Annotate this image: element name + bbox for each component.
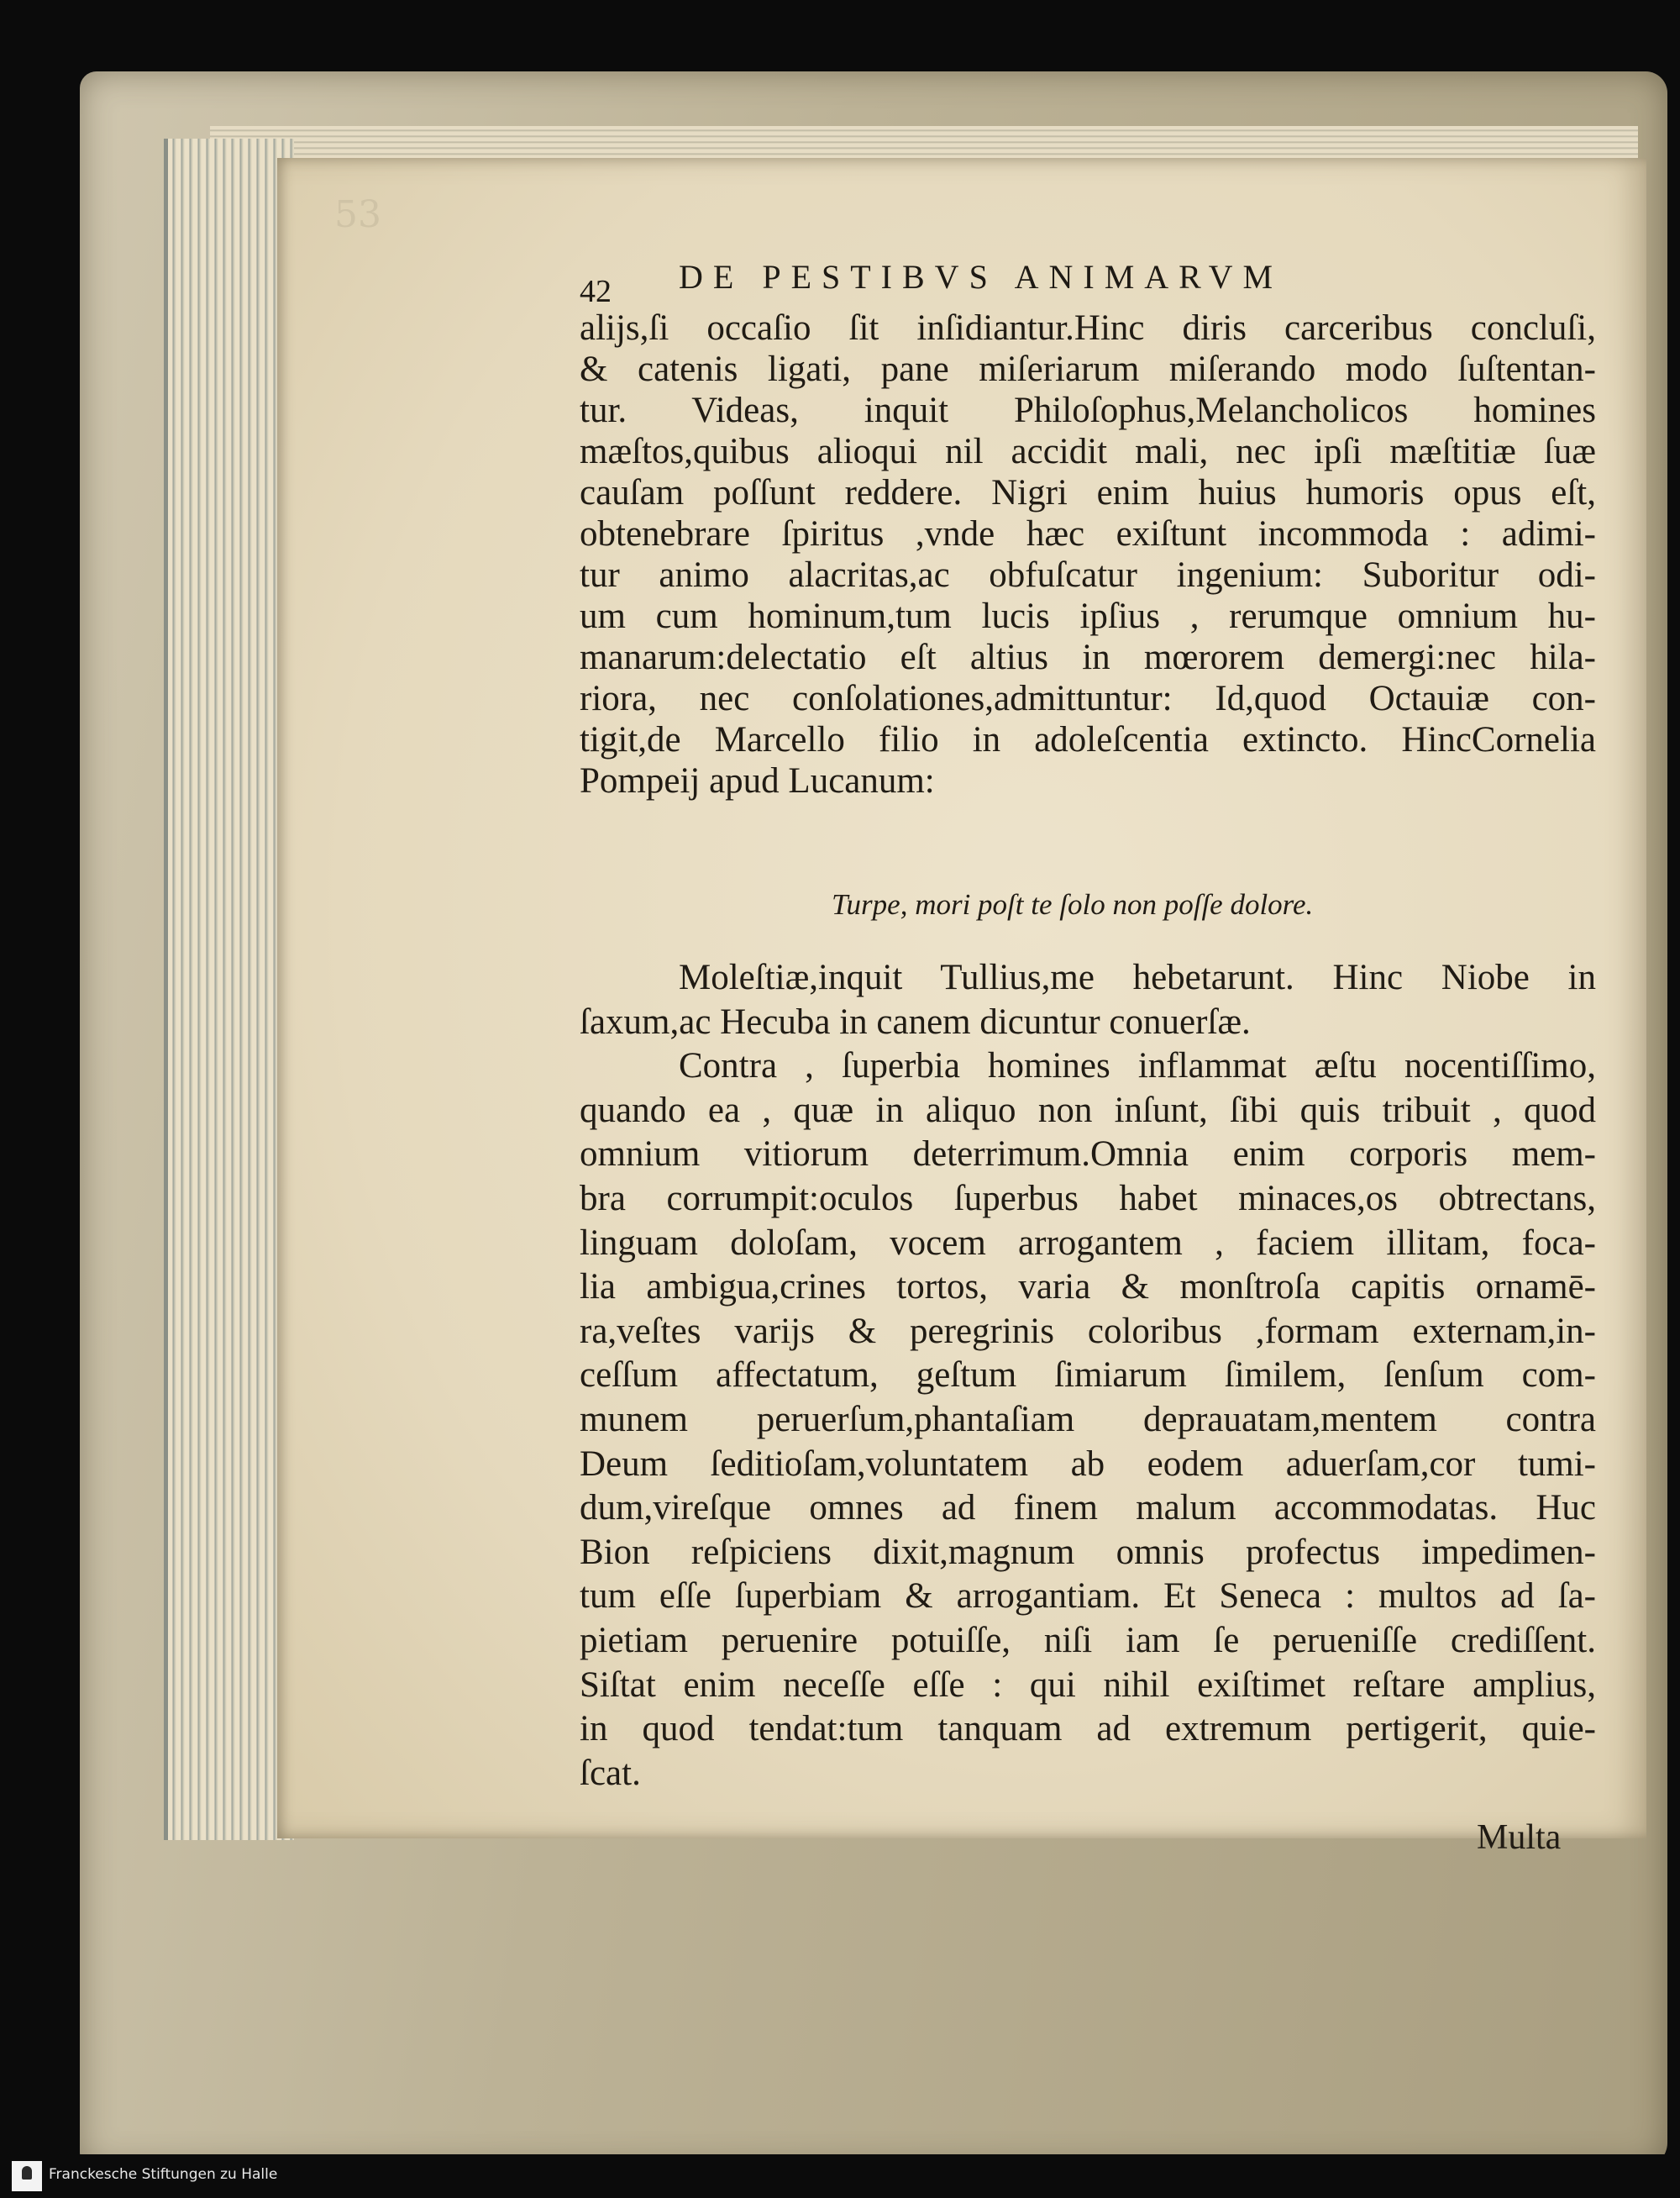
running-head-text: DE PESTIBVS ANIMARVM [679,258,1284,296]
text-line: Contra , ſuperbia homines inflammat æſtu nocentiſſimo, [679,1046,1596,1086]
text-line: manarum:delectatio eſt altius in mœrorem demergi:nec hila- [580,638,1596,677]
running-head [578,257,1418,297]
text-line: tigit,de Marcello filio in adoleſcentia extincto. HincCornelia [580,720,1596,760]
catchword: Multa [1477,1818,1562,1857]
text-line: um cum hominum,tum lucis ipſius , rerumque omnium hu- [580,597,1596,636]
verse-quotation: Turpe, mori poſt te ſolo non poſſe dolore. [832,888,1314,921]
text-line: linguam doloſam, vocem arrogantem , faciem illitam, foca- [580,1223,1596,1263]
text-line: tum eſſe ſuperbiam & arrogantiam. Et Seneca : multos ad ſa- [580,1576,1596,1617]
institution-logo-icon [12,2161,42,2191]
text-line: in quod tendat:tum tanquam ad extremum pertigerit, quie- [580,1709,1596,1749]
text-line: Siſtat enim neceſſe eſſe : qui nihil exiſtimet reſtare amplius, [580,1664,1596,1705]
text-line: mæſtos,quibus alioqui nil accidit mali, nec ipſi mæſtitiæ ſuæ [580,432,1596,471]
text-line: Pompeij apud Lucanum: [580,761,935,801]
text-line: tur animo alacritas,ac obfuſcatur ingenium: Suboritur odi- [580,555,1596,595]
text-line: dum,vireſque omnes ad finem malum accommodatas. Huc [580,1488,1596,1528]
text-line: bra corrumpit:oculos ſuperbus habet minaces,os obtrectans, [580,1178,1596,1218]
text-line: & catenis ligati, pane miſeriarum miſerando modo ſuſtentan- [580,350,1596,389]
text-block-2 [580,956,1596,1796]
text-line: ſaxum,ac Hecuba in canem dicuntur conuerſæ. [580,1002,1251,1042]
text-line: quando ea , quæ in aliquo non inſunt, ſibi quis tribuit , quod [580,1090,1596,1130]
text-line: obtenebrare ſpiritus ,vnde hæc exiſtunt incommoda : adimi- [580,514,1596,554]
page-stack-top-edge [210,126,1638,160]
text-line: ſcat. [580,1753,641,1793]
faint-pencil-mark: 53 [334,193,381,236]
text-line: Moleſtiæ,inquit Tullius,me hebetarunt. Hinc Niobe in [679,958,1596,997]
text-line: ceſſum affectatum, geſtum ſimiarum ſimilem, ſenſum com- [580,1355,1596,1396]
text-line: lia ambigua,crines tortos, varia & monſtroſa capitis ornamē- [580,1267,1596,1307]
text-line: ra,veſtes varijs & peregrinis coloribus ,formam externam,in- [580,1311,1596,1351]
footer-label: Franckesche Stiftungen zu Halle [49,2166,278,2183]
text-line: tur. Videas, inquit Philoſophus,Melancholicos homines [580,391,1596,430]
text-line: pietiam peruenire potuiſſe, niſi iam ſe perueniſſe crediſſent. [580,1620,1596,1660]
page-stack-side-edge [164,139,294,1840]
text-line: riora, nec conſolationes,admittuntur: Id,quod Octauiæ con- [580,679,1596,718]
text-block-1 [580,308,1596,802]
text-line: Deum ſeditioſam,voluntatem ab eodem aduerſam,cor tumi- [580,1443,1596,1484]
page-number: 42 [580,274,612,309]
text-line: cauſam poſſunt reddere. Nigri enim huius humoris opus eſt, [580,473,1596,513]
text-line: munem peruerſum,phantaſiam deprauatam,mentem contra [580,1399,1596,1439]
text-line: omnium vitiorum deterrimum.Omnia enim corporis mem- [580,1134,1596,1175]
text-line: alijs,ſi occaſio ſit inſidiantur.Hinc diris carceribus concluſi, [580,308,1596,348]
text-line: Bion reſpiciens dixit,magnum omnis profectus impedimen- [580,1532,1596,1572]
